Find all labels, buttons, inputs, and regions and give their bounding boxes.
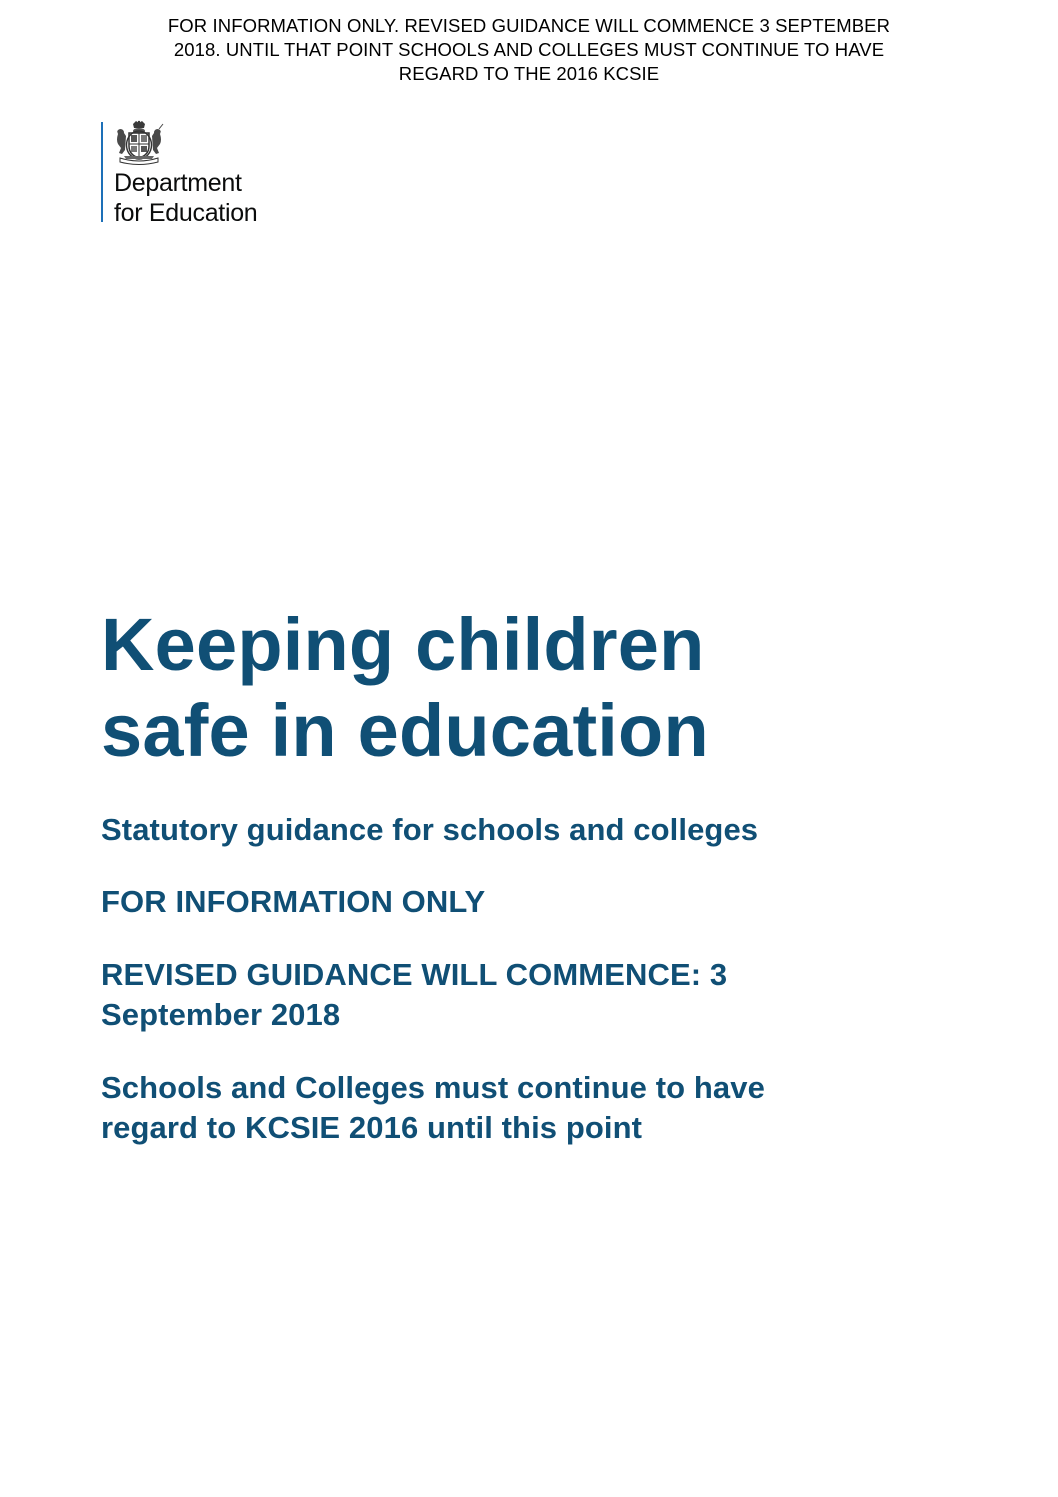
information-only-text: FOR INFORMATION ONLY bbox=[101, 884, 486, 919]
commencement-notice bbox=[101, 955, 727, 1035]
continue-regard-line-2: regard to KCSIE 2016 until this point bbox=[101, 1110, 643, 1145]
logo-rule bbox=[101, 122, 103, 222]
document-title-line-2: safe in education bbox=[101, 689, 709, 772]
department-name-line-1: Department bbox=[114, 169, 242, 197]
department-name bbox=[114, 168, 257, 228]
information-only-notice bbox=[101, 882, 485, 922]
royal-coat-of-arms-icon bbox=[112, 120, 166, 166]
document-title bbox=[101, 602, 709, 774]
header-notice bbox=[60, 14, 998, 86]
continue-regard-line-1: Schools and Colleges must continue to have bbox=[101, 1070, 765, 1105]
department-name-line-2: for Education bbox=[114, 199, 258, 227]
commencement-line-2: September 2018 bbox=[101, 997, 341, 1032]
continue-regard-notice bbox=[101, 1068, 765, 1148]
header-notice-line-3: REGARD TO THE 2016 KCSIE bbox=[398, 63, 660, 84]
header-notice-line-2: 2018. UNTIL THAT POINT SCHOOLS AND COLLEGES MUST CONTINUE TO HAVE bbox=[173, 39, 885, 60]
document-title-line-1: Keeping children bbox=[101, 603, 705, 686]
commencement-line-1: REVISED GUIDANCE WILL COMMENCE: 3 bbox=[101, 957, 728, 992]
document-subtitle-text: Statutory guidance for schools and colleges bbox=[101, 812, 759, 847]
document-subtitle bbox=[101, 810, 758, 850]
department-logo bbox=[101, 120, 301, 227]
header-notice-line-1: FOR INFORMATION ONLY. REVISED GUIDANCE WILL COMMENCE 3 SEPTEMBER bbox=[167, 15, 891, 36]
